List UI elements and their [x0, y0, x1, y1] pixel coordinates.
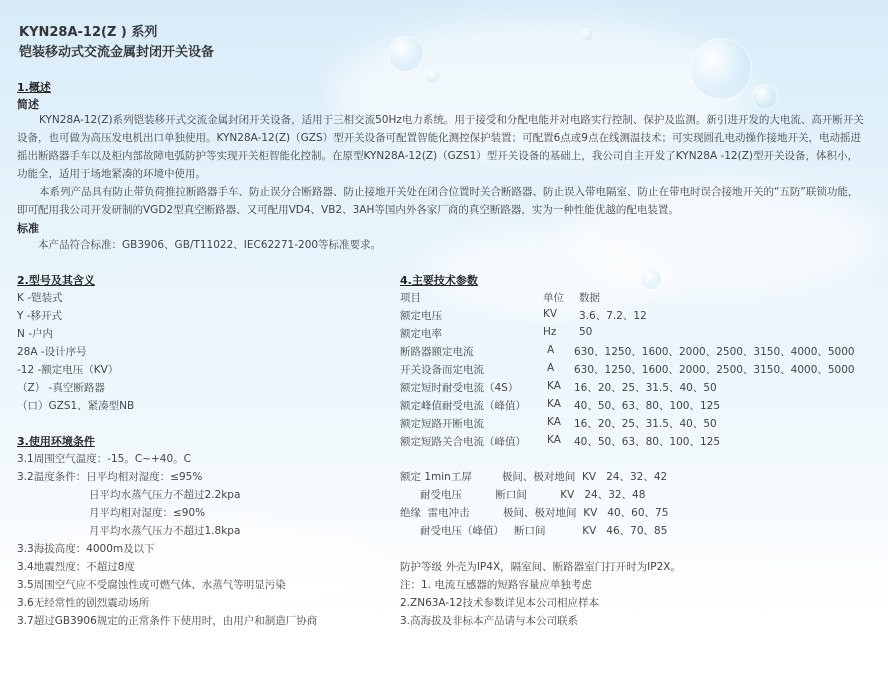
model-line: K -铠装式 — [17, 292, 63, 304]
spec-row-name: 开关设备而定电流 — [400, 364, 484, 376]
subheading-standard: 标准 — [17, 222, 39, 235]
env-line: 3.1周围空气温度：-15。C~+40。C — [17, 453, 191, 465]
section-heading-model: 2.型号及其含义 — [17, 274, 95, 287]
spec-row-value: 40、50、63、80、100、125 — [574, 436, 721, 448]
note-line: 注：1. 电流互感器的短路容量应单独考虑 — [400, 579, 592, 591]
background-bubble — [580, 28, 594, 42]
spec-row-unit: KV — [543, 308, 558, 320]
env-line: 3.6无经常性的剧烈震动场所 — [17, 597, 150, 609]
insulation-line: 耐受电压 断口间 KV 24、32、48 — [420, 489, 646, 501]
spec-row-unit: KA — [547, 398, 561, 410]
section-heading-overview: 1.概述 — [17, 81, 51, 94]
spec-row-name: 断路器额定电流 — [400, 346, 474, 358]
spec-row-value: 16、20、25、31.5、40、50 — [574, 418, 717, 430]
spec-row-value: 16、20、25、31.5、40、50 — [574, 382, 717, 394]
spec-row-name: 额定短路开断电流 — [400, 418, 484, 430]
spec-row-value: 630、1250、1600、2000、2500、3150、4000、5000 — [574, 364, 855, 376]
spec-row-name: 额定短路关合电流（峰值） — [400, 436, 526, 448]
overview-paragraph-2: 本系列产品具有防止带负荷推拉断路器手车、防止误分合断路器、防止接地开关处在闭合位置时关合断路器、防止误入带电隔室、防止在带电时误合接地开关的“五防”联锁功能，即可配用我公司开发研制的VGD2型真空断路器、又可配用VD4、VB2、3AH等国内外各家厂商的真空断路器，实为一种性能优越的配电装置。 — [17, 186, 859, 216]
page-subtitle: 铠装移动式交流金属封闭开关设备 — [19, 45, 215, 60]
model-line: （口）GZS1、紧凑型NB — [17, 400, 135, 412]
note-line: 防护等级 外壳为IP4X，隔室间、断路器室门打开时为IP2X。 — [400, 561, 681, 573]
spec-row-name: 额定峰值耐受电流（峰值） — [400, 400, 526, 412]
env-line: 3.2温度条件：日平均相对湿度：≤95% — [17, 471, 203, 483]
insulation-line: 耐受电压（峰值） 断口间 KV 46、70、85 — [420, 525, 668, 537]
model-line: Y -移开式 — [17, 310, 63, 322]
insulation-line: 绝缘 雷电冲击 极间、极对地间 KV 40、60、75 — [400, 507, 669, 519]
model-line: N -户内 — [17, 328, 53, 340]
spec-row-name: 额定电率 — [400, 328, 442, 340]
model-line: 28A -设计序号 — [17, 346, 87, 358]
spec-row-value: 630、1250、1600、2000、2500、3150、4000、5000 — [574, 346, 855, 358]
spec-row-unit: KA — [547, 434, 561, 446]
env-line: 3.3海拔高度：4000m及以下 — [17, 543, 155, 555]
env-line: 月平均相对湿度：≤90% — [89, 507, 206, 519]
spec-row-value: 3.6、7.2、12 — [579, 310, 647, 322]
model-line: （Z） -真空断路器 — [17, 382, 105, 394]
env-line: 3.5周围空气应不受腐蚀性或可燃气体、水蒸气等明显污染 — [17, 579, 286, 591]
env-line: 月平均水蒸气压力不超过1.8kpa — [89, 525, 241, 537]
page-title: KYN28A-12(Z ) 系列 — [19, 25, 158, 40]
env-line: 3.4地震烈度：不超过8度 — [17, 561, 135, 573]
spec-row-unit: A — [547, 344, 555, 356]
section-heading-specs: 4.主要技术参数 — [400, 274, 478, 287]
note-line: 2.ZN63A-12技术参数详见本公司相应样本 — [400, 597, 600, 609]
note-line: 3.高海拔及非标本产品请与本公司联系 — [400, 615, 579, 627]
overview-paragraph-1: KYN28A-12(Z)系列铠装移开式交流金属封闭开关设备，适用于三相交流50Hz电力系统。用于接受和分配电能并对电路实行控制、保护及监测。新引进开发的大电流、高开断开关设备，也可做为高压发电机出口单独使用。KYN28A-12(Z)（GZS）型开关设备可配置智能化测控保护装置；可配置6点或9点在线测温技术；可实现圆孔电动操作接地开关，电动摇进摇出断路器手车以及柜内部故障电弧防护等实现开关柜智能化控制。在原型KYN28A-12(Z)（GZS1）型开关设备的基础上，我公司自主开发了KYN28A -12(Z)型开关设备，体积小，功能全，适用于场地紧凑的环境中使用。 — [17, 114, 864, 180]
spec-row-value: 40、50、63、80、100、125 — [574, 400, 721, 412]
spec-row-unit: A — [547, 362, 555, 374]
spec-row-unit: Hz — [543, 326, 557, 338]
background-bubble — [388, 36, 424, 72]
spec-row-unit: KA — [547, 416, 561, 428]
spec-row-value: 50 — [579, 326, 593, 338]
spec-row-unit: KA — [547, 380, 561, 392]
spec-header-name: 项目 — [400, 292, 421, 304]
spec-row-name: 额定短时耐受电流（4S） — [400, 382, 519, 394]
spec-row-name: 额定电压 — [400, 310, 442, 322]
model-line: -12 -额定电压（KV） — [17, 364, 119, 376]
background-bubble — [425, 68, 441, 84]
env-line: 3.7超过GB3906规定的正常条件下使用时，由用户和制造厂协商 — [17, 615, 318, 627]
standard-text: 本产品符合标准：GB3906、GB/T11022、IEC62271-200等标准要求。 — [38, 239, 382, 251]
spec-header-unit: 单位 — [543, 292, 564, 304]
spec-header-value: 数据 — [579, 292, 600, 304]
background-bubble — [690, 38, 752, 100]
background-bubble — [752, 84, 778, 110]
subheading-intro: 简述 — [17, 98, 39, 111]
section-heading-env: 3.使用环境条件 — [17, 435, 95, 448]
insulation-line: 额定 1min工屏 极间、极对地间 KV 24、32、42 — [400, 471, 668, 483]
background-bubble — [640, 268, 662, 290]
env-line: 日平均水蒸气压力不超过2.2kpa — [89, 489, 241, 501]
